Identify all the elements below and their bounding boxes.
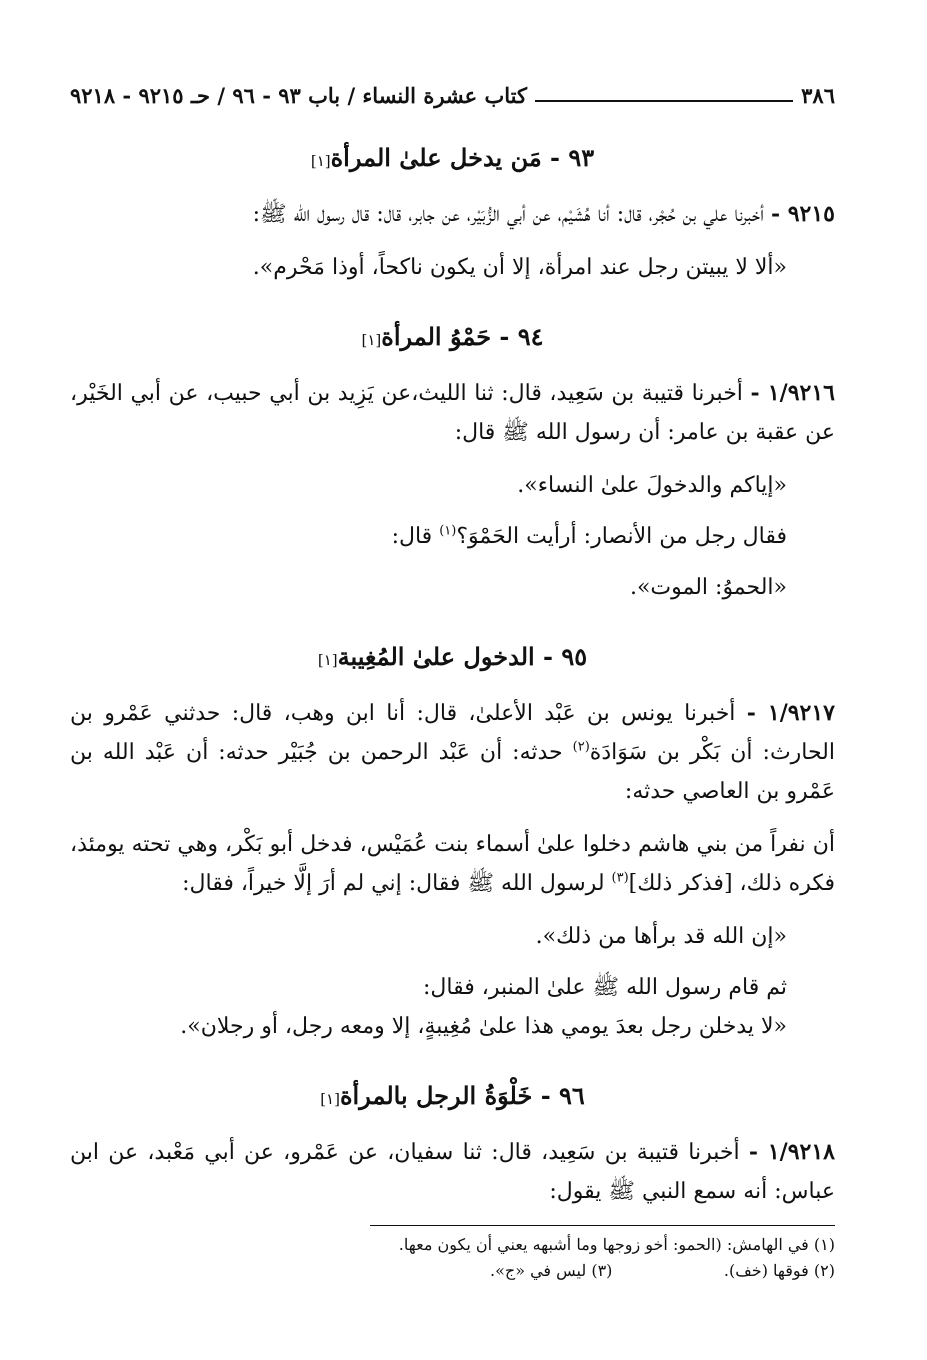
chapter-heading <box>70 639 835 678</box>
paragraph-text: أخبرنا علي بن حُجْر، قال: أنا هُشَيْم، عن أبي الزُّبَيْر، عن جابر، قال: قال رسول الله ﷺ: <box>252 202 764 227</box>
hadith-paragraph <box>70 1133 835 1211</box>
paragraph-text: «لا يدخلن رجل بعدَ يومي هذا علىٰ مُغِيبةٍ، إلا ومعه رجل، أو رجلان». <box>180 1014 787 1039</box>
hadith-number: ١/٩٢١٦ - <box>750 380 835 406</box>
paragraph-text: «إن الله قد برأها من ذلك». <box>535 924 787 949</box>
paragraph-text: فقال رجل من الأنصار: أرأيت الحَمْوَ؟ <box>456 524 787 549</box>
quoted-paragraph <box>70 917 835 956</box>
paragraph-text: «ألا لا يبيتن رجل عند امرأة، إلا أن يكون ناكحاً، أوذا مَحْرم». <box>252 255 787 280</box>
hadith-paragraph <box>70 374 835 452</box>
footnote-marker: (١) <box>439 523 457 539</box>
footnote-reference: [١] <box>361 331 382 349</box>
chapter-heading <box>70 140 835 179</box>
paragraph-text-continued: لرسول الله ﷺ فقال: إني لم أرَ إلَّا خيراً، فقال: <box>182 871 612 896</box>
quoted-paragraph <box>70 568 835 607</box>
footnote-2: (٢) فوقها (خف). <box>723 1261 835 1280</box>
paragraph-text: ثم قام رسول الله ﷺ علىٰ المنبر، فقال: <box>423 975 787 1000</box>
footnote-3: (٣) ليس في «ج». <box>490 1261 613 1280</box>
chapter-title: ٩٣ - مَن يدخل علىٰ المرأة <box>330 143 595 172</box>
paragraph-text-continued: حدثه: أن عَبْد الرحمن بن جُبَيْر حدثه: أن عَبْد الله بن عَمْرو بن العاصي حدثه: <box>70 740 835 804</box>
quoted-paragraph <box>70 1007 835 1046</box>
footnote-row <box>70 1258 835 1284</box>
paragraph-text: «الحموُ: الموت». <box>629 575 787 600</box>
footnote-reference: [١] <box>320 1090 340 1108</box>
chapter-heading <box>70 1078 835 1117</box>
chapter-title: ٩٤ - حَمْوُ المرأة <box>381 322 544 351</box>
quoted-paragraph <box>70 466 835 505</box>
paragraph-text: أخبرنا قتيبة بن سَعِيد، قال: ثنا سفيان، عن عَمْرو، عن أبي مَعْبد، عن ابن عباس: أنه سمع النبي ﷺ يقول: <box>70 1140 835 1204</box>
hadith-number: ٩٢١٥ - <box>770 201 835 227</box>
quoted-paragraph <box>70 517 835 556</box>
paragraph-text: «إياكم والدخولَ علىٰ النساء». <box>517 473 787 498</box>
paragraph-text: أن نفراً من بني هاشم دخلوا علىٰ أسماء بنت عُمَيْس، فدخل أبو بَكْر، وهي تحته يومئذ، فكره ذلك، [فذكر ذلك] <box>70 832 835 896</box>
hadith-paragraph <box>70 825 835 903</box>
chapter-heading <box>70 319 835 358</box>
quoted-paragraph <box>70 248 835 287</box>
footnote-reference: [١] <box>310 152 331 170</box>
footnote-marker: (٢) <box>572 739 590 755</box>
footnote-marker: (٣) <box>611 870 629 886</box>
running-title: كتاب عشرة النساء / باب ٩٣ - ٩٦ / حـ ٩٢١٥ - ٩٢١٨ <box>70 83 527 108</box>
page-number: ٣٨٦ <box>801 83 835 108</box>
paragraph-text: أخبرنا يونس بن عَبْد الأعلىٰ، قال: أنا ابن وهب، قال: حدثني عَمْرو بن الحارث: أن بَكْر بن سَوَادَة <box>70 701 835 765</box>
paragraph-text: أخبرنا قتيبة بن سَعِيد، قال: ثنا الليث،عن يَزِيد بن أبي حبيب، عن أبي الخَيْر، عن عقبة بن عامر: أن رسول الله ﷺ قال: <box>70 381 835 445</box>
footnote-1: (١) في الهامش: (الحمو: أخو زوجها وما أشبهه يعني أن يكون معها. <box>398 1235 835 1254</box>
chapter-title: ٩٦ - خَلْوَةُ الرجل بالمرأة <box>339 1081 585 1110</box>
quoted-paragraph <box>70 968 835 1007</box>
main-text <box>70 140 835 1211</box>
footnote-reference: [١] <box>317 651 338 669</box>
header-rule <box>535 100 793 102</box>
paragraph-text-continued: قال: <box>391 524 440 549</box>
hadith-paragraph <box>70 694 835 811</box>
footnote-separator <box>370 1225 835 1226</box>
hadith-paragraph <box>70 195 835 234</box>
hadith-number: ١/٩٢١٨ - <box>748 1139 835 1165</box>
running-header <box>70 80 835 108</box>
hadith-number: ١/٩٢١٧ - <box>746 700 835 726</box>
chapter-title: ٩٥ - الدخول علىٰ المُغِيبة <box>337 642 588 671</box>
